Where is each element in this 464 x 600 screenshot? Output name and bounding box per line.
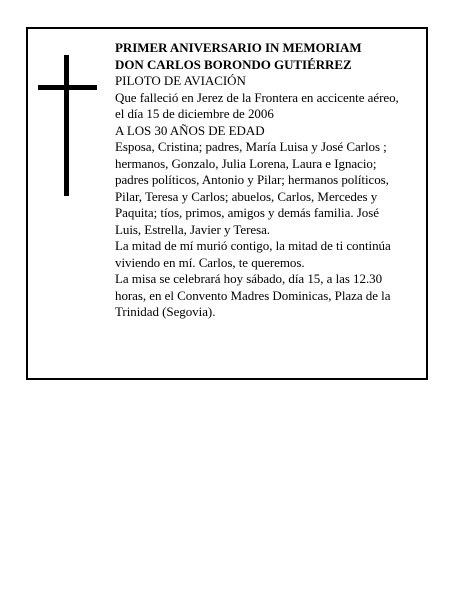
- mass-line-2: horas, en el Convento Madres Dominicas, Plaza de la: [115, 287, 391, 303]
- heading-anniversary: PRIMER ANIVERSARIO IN MEMORIAM: [115, 40, 362, 55]
- age: A LOS 30 AÑOS DE EDAD: [115, 122, 265, 138]
- mass-line-1: La misa se celebrará hoy sábado, día 15, a las 12.30: [115, 271, 383, 286]
- family-line-2: hermanos, Gonzalo, Julia Lorena, Laura e Ignacio;: [115, 155, 377, 171]
- profession: PILOTO DE AVIACIÓN: [115, 73, 246, 88]
- death-line-2: el día 15 de diciembre de 2006: [115, 106, 274, 121]
- mass-line-3: Trinidad (Segovia).: [115, 304, 216, 319]
- family-line-4: Pilar, Teresa y Carlos; abuelos, Carlos, Mercedes y: [115, 188, 378, 204]
- family-line-3: padres políticos, Antonio y Pilar; hermanos políticos,: [115, 172, 389, 187]
- notice-text: [115, 40, 415, 321]
- heading-name: DON CARLOS BORONDO GUTIÉRREZ: [115, 56, 352, 72]
- family-line-5: Paquita; tíos, primos, amigos y demás familia. José: [115, 205, 379, 220]
- cross-vertical-bar: [64, 55, 69, 196]
- family-line-1: Esposa, Cristina; padres, María Luisa y José Carlos ;: [115, 139, 387, 154]
- death-line-1: Que falleció en Jerez de la Frontera en accicente aéreo,: [115, 89, 399, 105]
- cross-horizontal-bar: [38, 85, 97, 90]
- family-line-6: Luis, Estrella, Javier y Teresa.: [115, 221, 271, 237]
- quote-line-1: La mitad de mí murió contigo, la mitad de ti continúa: [115, 238, 391, 253]
- quote-line-2: viviendo en mí. Carlos, te queremos.: [115, 254, 305, 270]
